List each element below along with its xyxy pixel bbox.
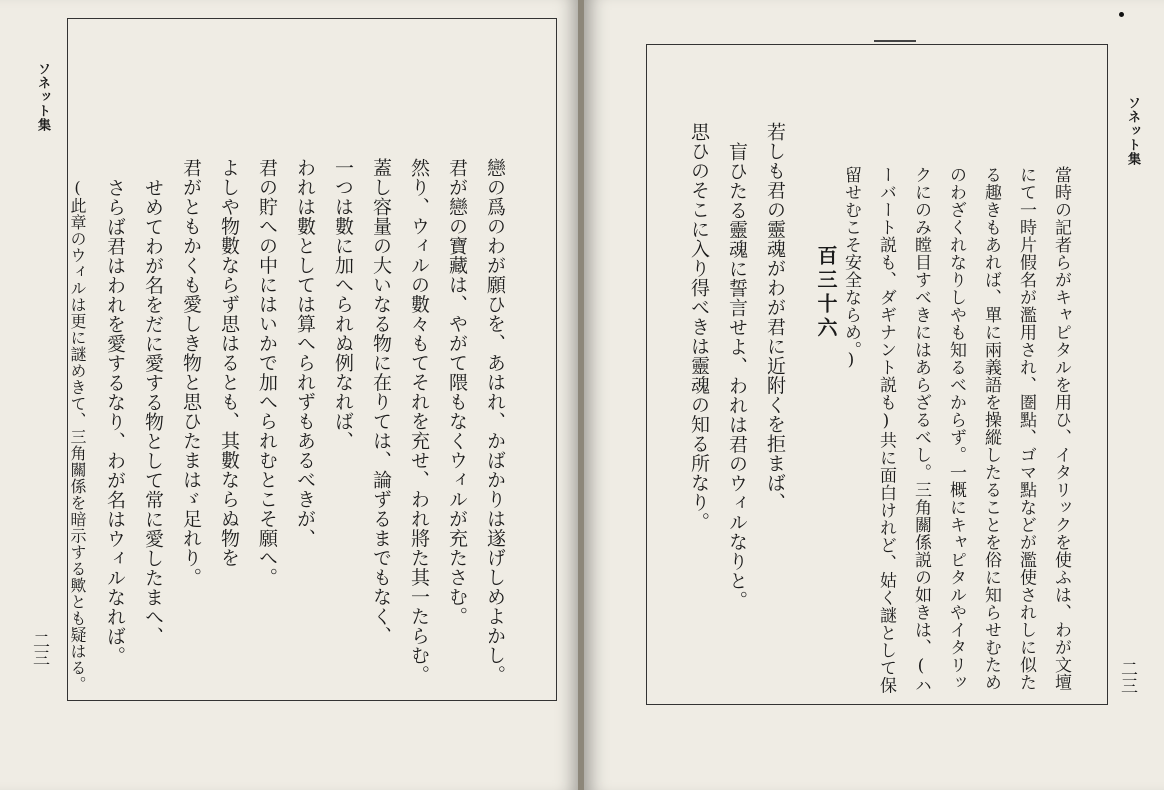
verse-line: 君の貯への中にはいかで加へられむとこそ願へ。	[256, 158, 278, 587]
commentary-line: ーバート説も、ダギナント説も)共に面白けれど、姑く謎として保	[876, 166, 896, 694]
sonnet-text	[58, 158, 514, 693]
sonnet-text	[680, 122, 794, 642]
sonnet-number: 百三十六	[814, 245, 838, 341]
left-page	[0, 0, 580, 790]
verse-line: われは數としては算へられずもあるべきが、	[294, 158, 316, 548]
commentary-line: 當時の記者らがキャピタルを用ひ、イタリックを使ふは、わが文壇	[1051, 166, 1071, 691]
commentary-line: のわざくれなりしやも知るべからず。一概にキャピタルやイタリッ	[946, 166, 966, 691]
ornamental-rule	[874, 40, 916, 42]
commentary-text	[833, 166, 1078, 694]
verse-line: さらば君はわれを愛するなり、わが名はウィルなれば。	[104, 178, 126, 666]
verse-line: 蓋し容量の大いなる物に在りては、論ずるまでもなく、	[370, 158, 392, 646]
commentary-line: る趣きもあれば、單に兩義語を操縱したることを俗に知らせむため	[981, 166, 1001, 691]
verse-line: 戀の爲のわが願ひを、あはれ、かばかりは遂げしめよかし。	[484, 158, 506, 685]
verse-line: 然り、ウィルの數々もてそれを充せ、われ將た其一たらむ。	[408, 158, 430, 685]
verse-line: 君がともかくも愛しき物と思ひたまはゞ足れり。	[180, 158, 202, 587]
commentary-line: 留せむこそ安全ならめ。)	[841, 166, 861, 371]
verse-line: 若しも君の靈魂がわが君に近附くを拒まば、	[764, 122, 786, 512]
page-number: 二三	[29, 632, 49, 666]
verse-line: せめてわが名をだに愛する物として常に愛したまへ、	[142, 178, 164, 646]
verse-line: 君が戀の寶藏は、やがて隈もなくウィルが充たさむ。	[446, 158, 468, 626]
right-page	[584, 0, 1164, 790]
verse-line: 盲ひたる靈魂に誓言せよ、われは君のウィルなりと。	[726, 142, 748, 610]
page-number: 二三	[1117, 660, 1137, 694]
commentary-line: クにのみ瞠目すべきにはあらざるべし。三角關係説の如きは、(ハ	[911, 166, 931, 694]
running-header: ソネット集	[1125, 96, 1140, 166]
running-header: ソネット集	[35, 62, 50, 132]
verse-line: 思ひのそこに入り得べきは靈魂の知る所なり。	[688, 122, 710, 532]
commentary-line: (此章のウィルは更に謎めきて、三角關係を暗示する歟とも疑はる。	[68, 178, 87, 693]
commentary-line: にて一時片假名が濫用され、圏點、ゴマ點などが濫使されしに似た	[1016, 166, 1036, 691]
verse-line: 一つは數に加へられぬ例なれば、	[332, 158, 354, 451]
verse-line: よしや物數ならず思はるとも、其數ならぬ物を	[218, 158, 240, 568]
ink-dot	[1119, 12, 1124, 17]
